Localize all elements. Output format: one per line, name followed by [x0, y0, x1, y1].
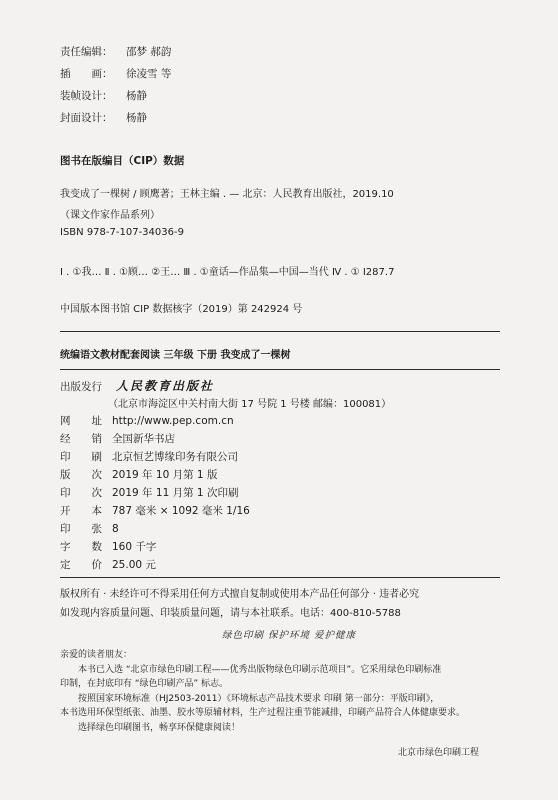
green-p2-line2: 本书选用环保型纸张、油墨、胶水等原辅材料，生产过程注重节能减排，印刷产品符合人体健康要求。	[60, 708, 466, 718]
pub-row-label: 定 价	[60, 559, 102, 571]
pub-row-label: 开 本	[60, 505, 102, 517]
green-p2-line1: 按照国家环境标准（HJ2503-2011）《环境标志产品技术要求 印刷 第一部分：平版印刷》，	[78, 694, 440, 704]
green-p1-line2: 印制，在封底印有 “绿色印刷产品” 标志。	[60, 679, 229, 689]
pub-row-printer	[60, 449, 238, 464]
pub-row-value: 787 毫米 × 1092 毫米 1/16	[112, 505, 250, 517]
cip-record: 中国版本图书馆 CIP 数据核字（2019）第 242924 号	[60, 304, 303, 315]
green-p1-line1: 本书已入选 “北京市绿色印刷工程——优秀出版物绿色印刷示范项目”。它采用绿色印刷标准	[78, 665, 442, 675]
pub-row-edition	[60, 467, 217, 482]
publisher-row	[60, 377, 214, 394]
pub-row-website	[60, 413, 234, 428]
cip-classification: Ⅰ . ①我… Ⅱ . ①顾… ②王… Ⅲ . ①童话—作品集—中国—当代 Ⅳ . ① I287.7	[60, 267, 395, 278]
pub-row-distributor	[60, 431, 175, 446]
divider-middle	[60, 369, 500, 370]
cip-line1: 我变成了一棵树 / 顾鹰著；王林主编 . — 北京：人民教育出版社，2019.10	[60, 189, 394, 200]
pub-row-label: 经 销	[60, 433, 102, 445]
pub-row-value: 160 千字	[112, 541, 157, 553]
copyright-line1: 版权所有 · 未经许可不得采用任何方式擅自复制或使用本产品任何部分 · 违者必究	[60, 589, 420, 600]
pub-row-value: 全国新华书店	[112, 433, 175, 445]
credit-editor	[60, 44, 171, 59]
credit-binding-value: 杨静	[126, 90, 147, 102]
pub-row-sheets	[60, 521, 119, 536]
pub-row-label: 印 刷	[60, 451, 102, 463]
copyright-line2: 如发现内容质量问题、印装质量问题，请与本社联系。电话：400-810-5788	[60, 608, 401, 619]
green-p3: 选择绿色印刷图书，畅享环保健康阅读！	[78, 723, 241, 733]
credit-cover	[60, 110, 147, 125]
credit-binding	[60, 88, 147, 103]
cip-heading: 图书在版编目（CIP）数据	[60, 155, 185, 167]
credit-cover-value: 杨静	[126, 112, 147, 124]
pub-row-label: 印 张	[60, 523, 102, 535]
pub-row-value: 北京恒艺博缘印务有限公司	[112, 451, 238, 463]
credit-editor-value: 邵梦 郝韵	[126, 46, 172, 58]
publisher-logo: 人民教育出版社	[116, 379, 215, 393]
book-title-line: 统编语文教材配套阅读 三年级 下册 我变成了一棵树	[60, 350, 291, 361]
pub-row-label: 字 数	[60, 541, 102, 553]
divider-top	[60, 331, 500, 332]
publisher-label: 出版发行	[60, 381, 102, 393]
publisher-address: （北京市海淀区中关村南大街 17 号院 1 号楼 邮编：100081）	[108, 399, 392, 410]
green-signature: 北京市绿色印刷工程	[398, 748, 480, 758]
pub-row-value: 25.00 元	[112, 559, 156, 571]
green-greeting: 亲爱的读者朋友：	[60, 650, 133, 660]
credit-editor-label: 责任编辑：	[60, 46, 113, 58]
pub-row-price	[60, 557, 156, 572]
credit-binding-label: 装帧设计：	[60, 90, 113, 102]
pub-row-value: 2019 年 10 月第 1 版	[112, 469, 218, 481]
pub-row-printing	[60, 485, 238, 500]
credit-illustration	[60, 66, 171, 81]
credit-cover-label: 封面设计：	[60, 112, 113, 124]
green-slogan: 绿色印刷 保护环境 爱护健康	[222, 630, 357, 641]
cip-line2: （课文作家作品系列）	[60, 210, 160, 221]
cip-isbn: ISBN 978-7-107-34036-9	[60, 227, 184, 238]
pub-row-label: 印 次	[60, 487, 102, 499]
pub-row-format	[60, 503, 250, 518]
divider-bottom	[60, 577, 500, 578]
pub-row-value: http://www.pep.com.cn	[112, 415, 234, 427]
pub-row-label: 版 次	[60, 469, 102, 481]
pub-row-value: 8	[112, 523, 119, 535]
credit-illustration-label: 插 画：	[60, 68, 113, 80]
pub-row-wordcount	[60, 539, 156, 554]
pub-row-label: 网 址	[60, 415, 102, 427]
pub-row-value: 2019 年 11 月第 1 次印刷	[112, 487, 239, 499]
credit-illustration-value: 徐凌雪 等	[126, 68, 172, 80]
